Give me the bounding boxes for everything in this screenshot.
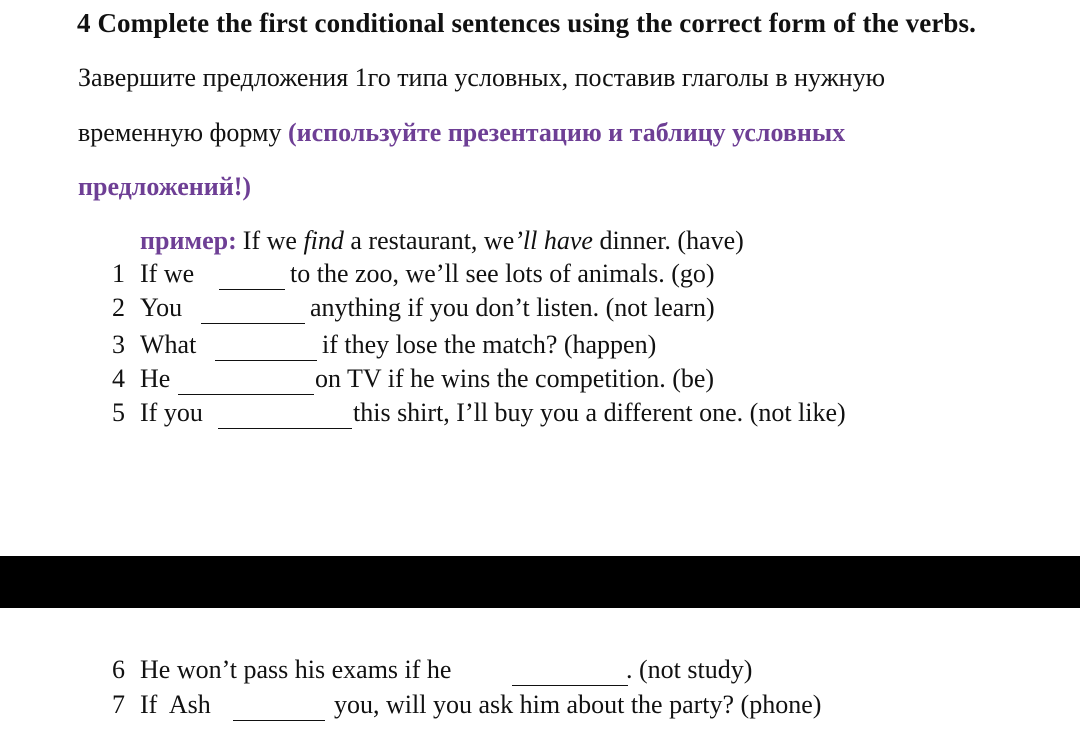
answer-blank[interactable]: [178, 364, 314, 395]
instruction-highlight: (используйте презентацию и таблицу условных: [287, 118, 846, 147]
item-text-before: If Ash: [140, 690, 211, 719]
instruction-plain-text: временную форму: [78, 118, 288, 147]
instruction-line-3: предложений!): [78, 172, 252, 201]
item-text-after: to the zoo, we’ll see lots of animals. (go): [290, 259, 715, 288]
example-sentence: [140, 226, 744, 256]
item-text-before: If you: [140, 398, 203, 427]
item-text-after: . (not study): [626, 655, 753, 684]
item-number: 4: [112, 364, 125, 393]
item-text-before: He: [140, 364, 171, 393]
answer-blank[interactable]: [201, 293, 305, 324]
answer-blank[interactable]: [219, 259, 285, 290]
item-text-after: you, will you ask him about the party? (phone): [334, 690, 822, 719]
item-text-after: if they lose the match? (happen): [322, 330, 657, 359]
example-label: пример:: [140, 226, 237, 255]
item-number: 1: [112, 259, 125, 288]
black-bar: [0, 556, 1080, 608]
instruction-line-2: [78, 118, 845, 148]
answer-blank[interactable]: [215, 330, 317, 361]
example-italic-verb: ’ll have: [514, 226, 593, 255]
item-text-before: You: [140, 293, 183, 322]
answer-blank[interactable]: [512, 655, 628, 686]
example-italic-verb: find: [303, 226, 344, 255]
instruction-line-1: Завершите предложения 1го типа условных, поставив глаголы в нужную: [78, 63, 886, 92]
item-number: 3: [112, 330, 125, 359]
answer-blank[interactable]: [233, 690, 325, 721]
example-text: If we: [242, 226, 304, 255]
item-text-before: If we: [140, 259, 195, 288]
example-text: a restaurant, we: [343, 226, 515, 255]
example-text: dinner. (have): [592, 226, 744, 255]
exercise-title: 4 Complete the first conditional sentences using the correct form of the verbs.: [77, 8, 976, 38]
item-text-after: on TV if he wins the competition. (be): [315, 364, 715, 393]
answer-blank[interactable]: [218, 398, 352, 429]
item-text-after: anything if you don’t listen. (not learn): [310, 293, 715, 322]
item-number: 7: [112, 690, 125, 719]
item-number: 2: [112, 293, 125, 322]
item-number: 6: [112, 655, 125, 684]
item-number: 5: [112, 398, 125, 427]
item-text-after: this shirt, I’ll buy you a different one. (not like): [353, 398, 846, 427]
item-text-before: He won’t pass his exams if he: [140, 655, 452, 684]
item-text-before: What: [140, 330, 197, 359]
